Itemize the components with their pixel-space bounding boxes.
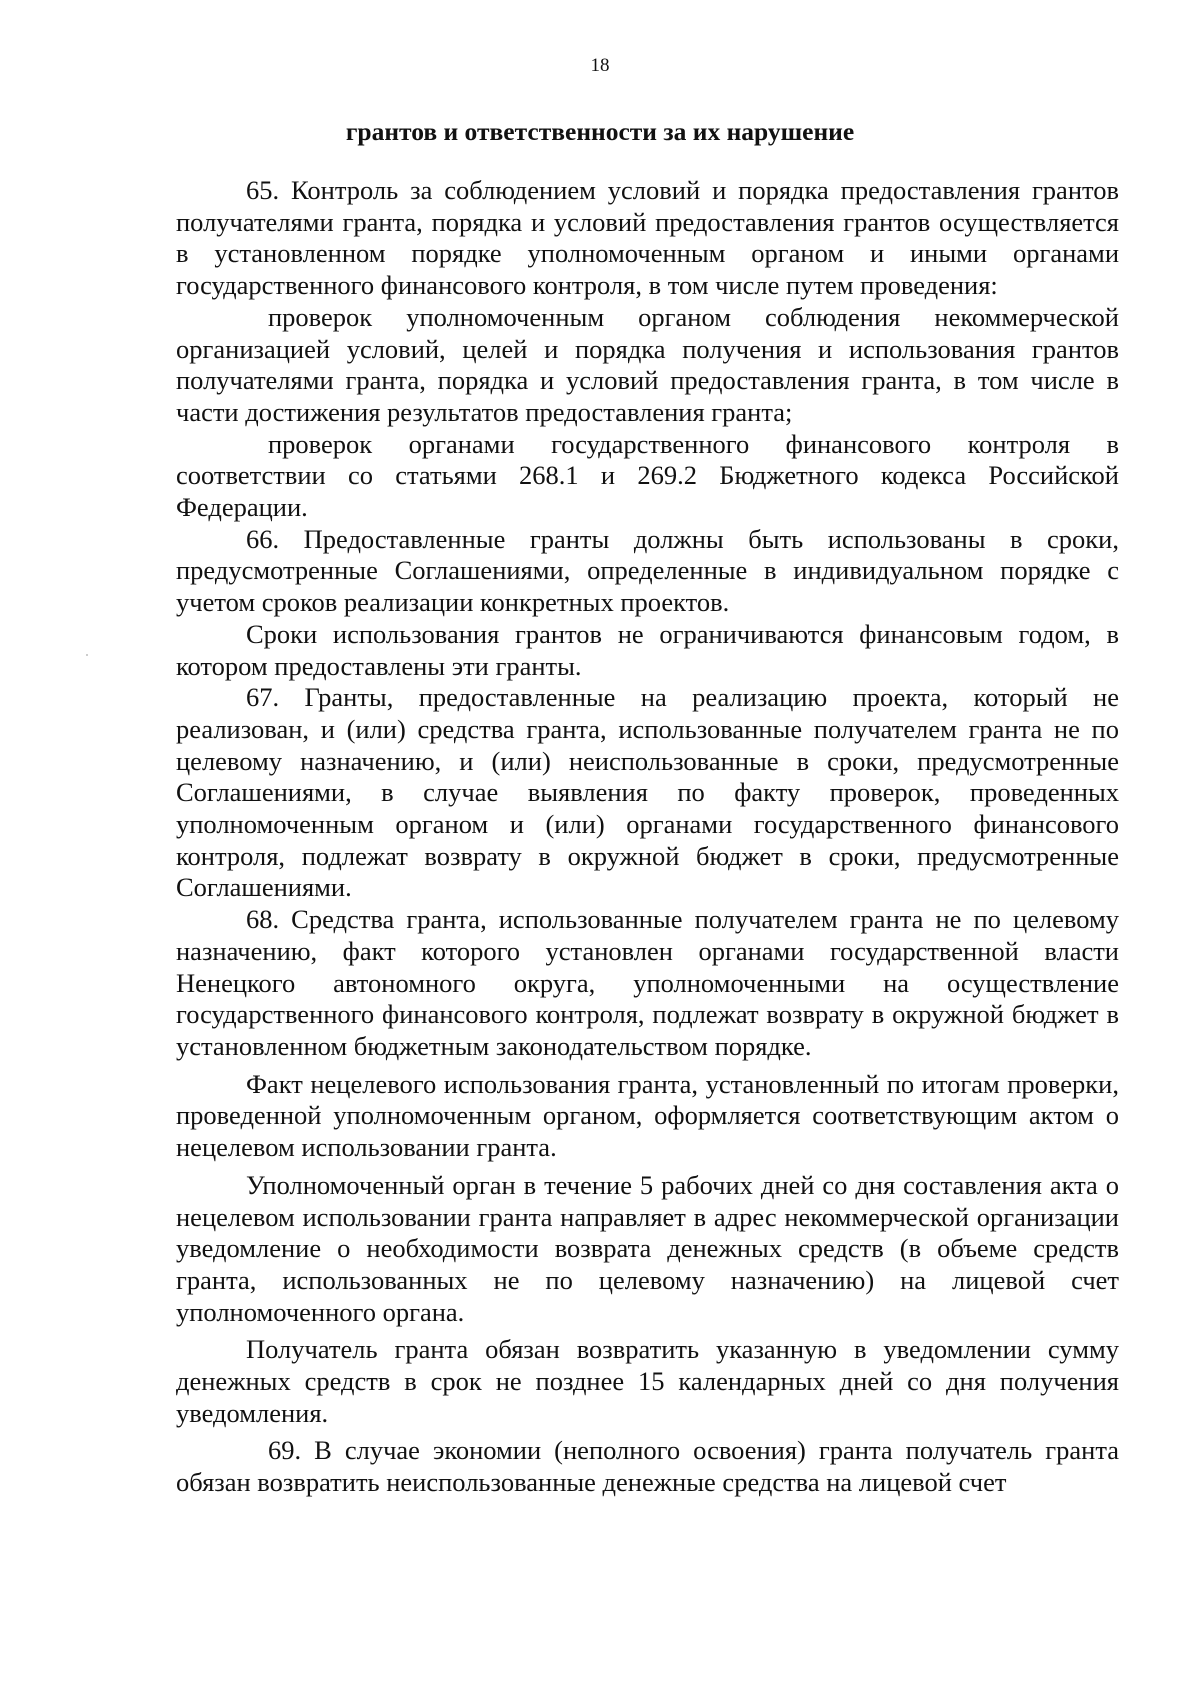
- paragraph-69: 69. В случае экономии (неполного освоения) гранта получатель гранта обязан возвратить неиспользованные денежные средства на лицевой счет: [176, 1435, 1119, 1498]
- scan-speck: [86, 654, 88, 656]
- paragraph-68-return: Получатель гранта обязан возвратить указанную в уведомлении сумму денежных средств в срок не позднее 15 календарных дней со дня получения уведомления.: [176, 1334, 1119, 1428]
- paragraph-68: 68. Средства гранта, использованные получателем гранта не по целевому назначению, факт которого установлен органами государственной власти Ненецкого автономного округа, уполномоченными на осуществление государственного финансового контроля, подлежат возврату в окружной бюджет в установленном бюджетным законодательством порядке.: [176, 904, 1119, 1061]
- paragraph-68-fact: Факт нецелевого использования гранта, установленный по итогам проверки, проведенной уполномоченным органом, оформляется соответствующим актом о нецелевом использовании гранта.: [176, 1068, 1119, 1163]
- paragraph-67: 67. Гранты, предоставленные на реализацию проекта, который не реализован, и (или) средства гранта, использованные получателем гранта не по целевому назначению, и (или) неиспользованные в сроки, предусмотренные Соглашениями, в случае выявления по факту проверок, проведенных уполномоченным органом и (или) органами государственного финансового контроля, подлежат возврату в окружной бюджет в сроки, предусмотренные Соглашениями.: [176, 682, 1119, 903]
- paragraph-65-item-2: проверок органами государственного финансового контроля в соответствии со статьями 268.1 и 269.2 Бюджетного кодекса Российской Федерации.: [176, 428, 1119, 523]
- paragraph-65: 65. Контроль за соблюдением условий и порядка предоставления грантов получателями гранта, порядка и условий предоставления грантов осуществляется в установленном порядке уполномоченным органом и иными органами государственного финансового контроля, в том числе путем проведения:: [176, 175, 1119, 301]
- paragraph-66-continued: Сроки использования грантов не ограничиваются финансовым годом, в котором предоставлены эти гранты.: [176, 618, 1119, 681]
- paragraph-66: 66. Предоставленные гранты должны быть использованы в сроки, предусмотренные Соглашениями, определенные в индивидуальном порядке с учетом сроков реализации конкретных проектов.: [176, 523, 1119, 618]
- document-body: [176, 175, 1119, 1499]
- paragraph-65-item-1: проверок уполномоченным органом соблюдения некоммерческой организацией условий, целей и порядка получения и использования грантов получателями гранта, порядка и условий предоставления гранта, в том числе в части достижения результатов предоставления гранта;: [176, 301, 1119, 427]
- page-number: 18: [590, 55, 610, 76]
- paragraph-68-notification: Уполномоченный орган в течение 5 рабочих дней со дня составления акта о нецелевом использовании гранта направляет в адрес некоммерческой организации уведомление о необходимости возврата денежных средств (в объеме средств гранта, использованных не по целевому назначению) на лицевой счет уполномоченного органа.: [176, 1169, 1119, 1327]
- section-heading: грантов и ответственности за их нарушение: [345, 117, 855, 146]
